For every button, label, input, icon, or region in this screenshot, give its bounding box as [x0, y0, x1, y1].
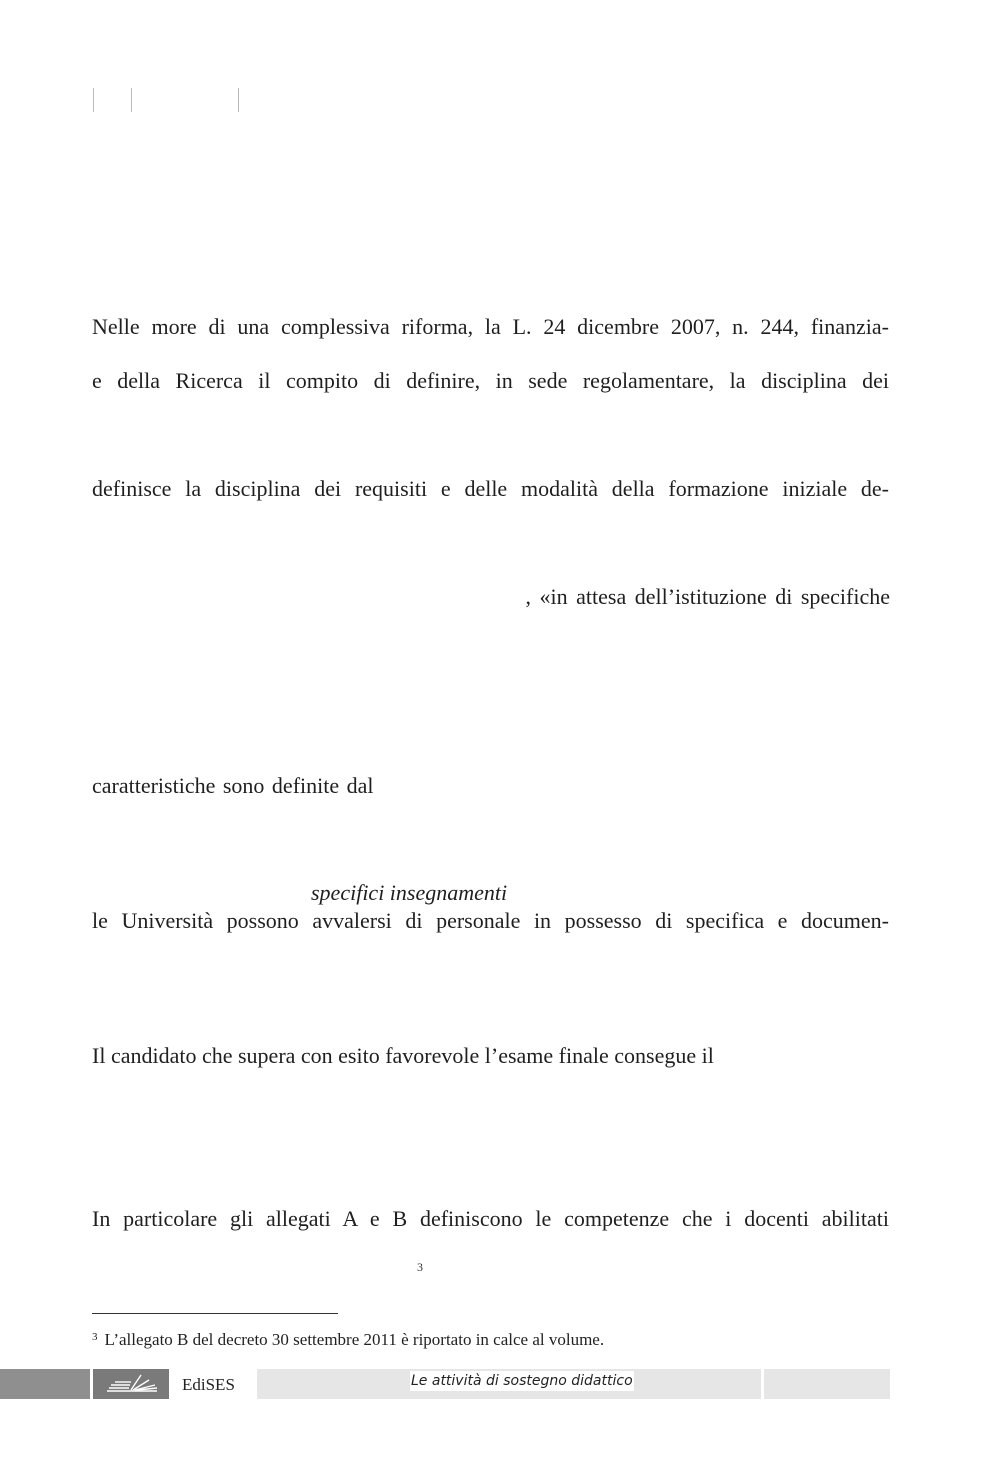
footnote-divider — [92, 1313, 338, 1314]
publisher-name: EdiSES — [172, 1369, 254, 1399]
body-line-7: Il candidato che supera con esito favorevole l’esame finale consegue il — [92, 1043, 714, 1068]
body-line-5: caratteristiche sono definite dal — [92, 773, 374, 798]
footer-right-block — [764, 1369, 890, 1399]
body-line-4: , «in attesa dell’istituzione di specifiche — [525, 584, 890, 609]
book-title: Le attività di sostegno didattico — [411, 1373, 633, 1389]
footer-left-block — [0, 1369, 90, 1399]
footer-title-bar — [257, 1369, 761, 1399]
footnote-number: 3 — [92, 1331, 98, 1343]
footnote-text: L’allegato B del decreto 30 settembre 2011 è riportato in calce al volume. — [104, 1330, 605, 1349]
body-line-2: e della Ricerca il compito di definire, in sede regolamentare, la disciplina dei — [92, 368, 889, 393]
footnote — [92, 1326, 604, 1351]
italic-phrase: specifici insegnamenti — [311, 880, 508, 905]
header-mark — [238, 88, 239, 112]
footnote-marker: 3 — [417, 1260, 423, 1274]
body-line-6: le Università possono avvalersi di personale in possesso di specifica e documen- — [92, 908, 889, 933]
body-line-1: Nelle more di una complessiva riforma, la L. 24 dicembre 2007, n. 244, finanzia- — [92, 314, 889, 339]
body-line-8: In particolare gli allegati A e B definiscono le competenze che i docenti abilitati — [92, 1206, 889, 1231]
header-mark — [131, 88, 132, 112]
open-book-icon — [93, 1369, 169, 1399]
header-mark — [93, 88, 94, 112]
body-line-3: definisce la disciplina dei requisiti e delle modalità della formazione iniziale de- — [92, 476, 889, 501]
